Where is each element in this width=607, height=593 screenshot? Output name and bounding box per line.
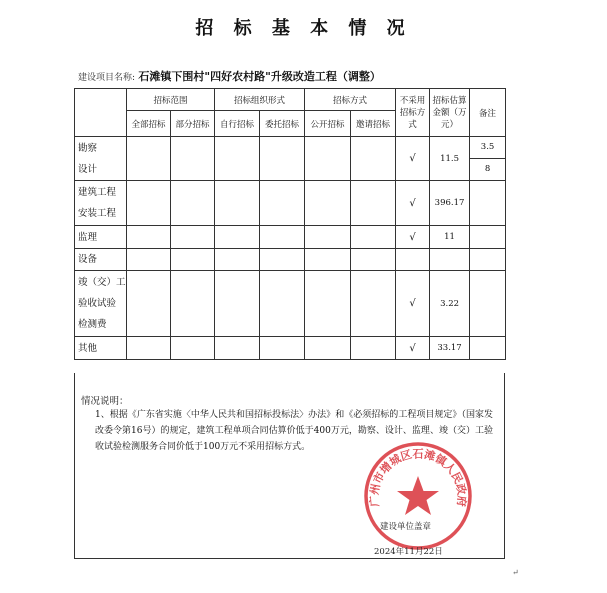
estimate-amount: 11.5 <box>430 137 470 181</box>
header-org-form: 招标组织形式 <box>215 89 305 111</box>
remark-cell <box>470 137 506 181</box>
tender-info-table <box>74 88 506 360</box>
header-scope-part: 部分招标 <box>171 111 215 137</box>
row-label-line: 验收试验 <box>78 298 117 309</box>
no-tender-tick: √ <box>396 181 430 226</box>
project-name-line <box>78 68 381 84</box>
row-label-acceptance-test <box>75 271 127 337</box>
header-org-self: 自行招标 <box>215 111 260 137</box>
paragraph-mark: ↵ <box>512 568 519 577</box>
header-method: 招标方式 <box>305 89 396 111</box>
no-tender-tick: √ <box>396 271 430 337</box>
seal-text: 广州市增城区石滩镇人民政府 <box>367 447 469 508</box>
project-name-label: 建设项目名称: <box>78 73 136 83</box>
stamp-label: 建设单位盖章 <box>380 522 432 532</box>
row-label-survey-design <box>75 137 127 181</box>
stamp-date: 2024年11月22日 <box>374 547 443 557</box>
no-tender-tick: √ <box>396 337 430 360</box>
estimate-amount: 33.17 <box>430 337 470 360</box>
notes-title: 情况说明： <box>81 396 129 407</box>
row-label-line: 勘察 <box>78 142 98 154</box>
header-method-public: 公开招标 <box>305 111 351 137</box>
row-label-supervision: 监理 <box>75 226 127 249</box>
header-blank <box>75 89 127 137</box>
notes-text: 1、根据《广东省实施〈中华人民共和国招标投标法〉办法》和《必须招标的工程项目规定》（国家发改委令第16号）的规定，建筑工程单项合同估算价低于400万元，勘察、设计、监理、竣（交）工验收试验检测服务合同价低于100万元不采用招标方式。 <box>95 410 493 452</box>
row-label-other: 其他 <box>75 337 127 360</box>
estimate-amount: 11 <box>430 226 470 249</box>
row-label-construction <box>75 181 127 226</box>
remark-value: 3.5 <box>470 137 505 159</box>
header-no-tender: 不采用招标方式 <box>396 89 430 137</box>
project-name-value: 石滩镇下围村"四好农村路"升级改造工程（调整） <box>138 70 381 83</box>
header-remark: 备注 <box>470 89 506 137</box>
row-label-line: 检测费 <box>78 319 107 330</box>
estimate-amount: 3.22 <box>430 271 470 337</box>
estimate-amount: 396.17 <box>430 181 470 226</box>
row-label-line: 安装工程 <box>78 208 117 219</box>
no-tender-tick: √ <box>396 226 430 249</box>
page-title: 招 标 基 本 情 况 <box>195 18 412 39</box>
row-label-line: 建筑工程 <box>78 187 117 198</box>
header-scope-full: 全部招标 <box>127 111 171 137</box>
header-scope: 招标范围 <box>127 89 215 111</box>
no-tender-tick: √ <box>396 137 430 181</box>
header-method-invite: 邀请招标 <box>351 111 396 137</box>
row-label-line: 设计 <box>78 163 98 175</box>
remark-value: 8 <box>484 164 491 174</box>
row-label-equipment: 设备 <box>75 249 127 271</box>
official-seal-icon <box>362 440 474 552</box>
header-estimate: 招标估算金额（万元） <box>430 89 470 137</box>
header-org-entrust: 委托招标 <box>260 111 305 137</box>
seal-star <box>397 476 439 515</box>
row-label-line: 竣（交）工 <box>78 277 126 288</box>
